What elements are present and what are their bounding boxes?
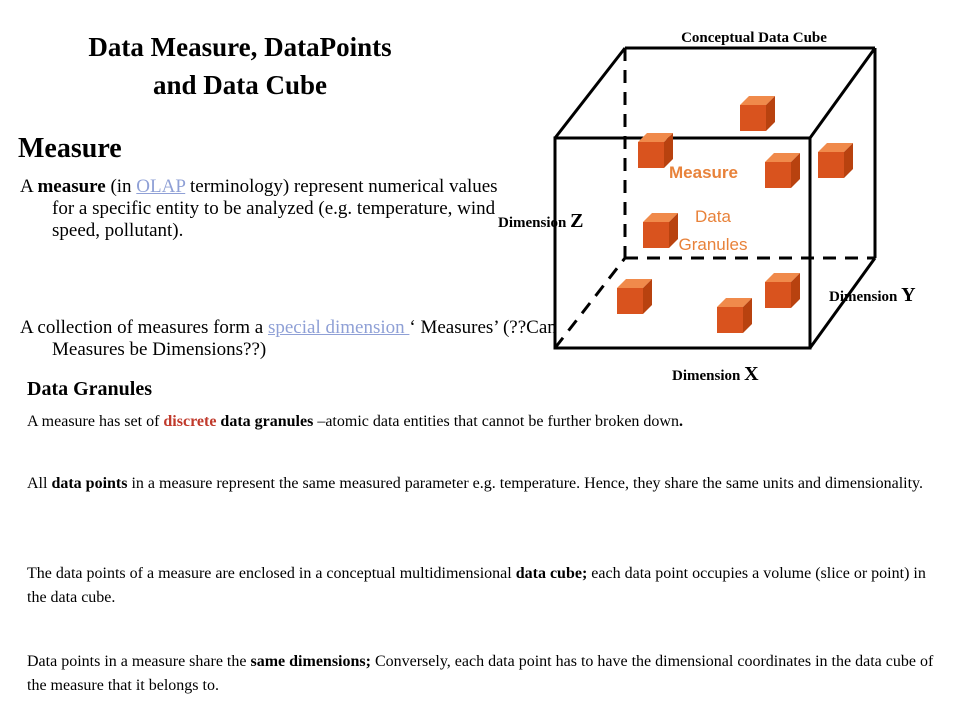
text-fragment: The data points of a measure are enclosed in a conceptual multidimensional bbox=[27, 565, 516, 582]
measure-heading: Measure bbox=[18, 133, 122, 164]
granule-block bbox=[638, 133, 673, 168]
special-dimension-link[interactable]: special dimension bbox=[267, 317, 410, 338]
bold-term-data-cube: data cube; bbox=[515, 565, 588, 582]
text-fragment: Conversely, each data point has to have the dimensional coordinates in the data cube of the measure that it belongs to. bbox=[27, 653, 934, 694]
cube-bottom-left-edge-hidden bbox=[555, 258, 625, 348]
text-fragment: terminology) represent numerical values for a specific entity to be analyzed (e.g. temperature, wind speed, pollutant). bbox=[52, 176, 498, 241]
text-fragment: A collection of measures form a bbox=[20, 317, 268, 338]
granule-block bbox=[765, 153, 800, 188]
text-fragment: in a measure represent the same measured parameter e.g. temperature. Hence, they share the same units and dimensionality. bbox=[127, 475, 924, 492]
cube-title: Conceptual Data Cube bbox=[681, 30, 827, 46]
text-fragment: (in bbox=[105, 176, 137, 197]
granule-block bbox=[717, 298, 752, 333]
data-granules-heading: Data Granules bbox=[27, 378, 152, 400]
text-fragment: –atomic data entities that cannot be further broken down bbox=[313, 413, 679, 430]
title-line-1: Data Measure, DataPoints bbox=[88, 32, 392, 62]
granule-block bbox=[765, 273, 800, 308]
data-granules-label-line-2: Granules bbox=[678, 235, 748, 254]
granule-block bbox=[818, 143, 853, 178]
text-fragment: each data point occupies a volume (slice or point) in the data cube. bbox=[27, 565, 926, 606]
text-fragment: . bbox=[678, 413, 683, 430]
text-fragment: A bbox=[20, 176, 38, 197]
text-fragment: Data points in a measure share the bbox=[27, 653, 251, 670]
granule-block bbox=[617, 279, 652, 314]
text-fragment: A measure has set of bbox=[27, 413, 164, 430]
bold-term-data-granules: data granules bbox=[220, 413, 314, 430]
dimension-y-label: Dimension Y bbox=[829, 284, 916, 306]
title-line-2: and Data Cube bbox=[152, 70, 328, 100]
granule-block bbox=[643, 213, 678, 248]
granules-paragraph-1 bbox=[27, 410, 937, 434]
olap-link[interactable]: OLAP bbox=[136, 176, 186, 197]
highlight-discrete: discrete bbox=[163, 413, 217, 430]
bold-term-data-points: data points bbox=[51, 475, 128, 492]
text-fragment: ‘ Measures’ (??Can Measures be Dimensions??) bbox=[52, 317, 557, 360]
granules-paragraph-4 bbox=[27, 650, 937, 698]
granule-block bbox=[740, 96, 775, 131]
text-fragment: All bbox=[27, 475, 52, 492]
dimension-x-label: Dimension X bbox=[672, 363, 759, 385]
bold-term-measure: measure bbox=[37, 176, 106, 197]
data-granules-label-line-1: Data bbox=[695, 207, 731, 226]
granules-paragraph-2 bbox=[27, 472, 937, 496]
dimension-z-label: Dimension Z bbox=[498, 210, 584, 232]
bold-term-same-dimensions: same dimensions; bbox=[250, 653, 371, 670]
cube-top-left-edge bbox=[555, 48, 625, 138]
granules-paragraph-3 bbox=[27, 562, 937, 610]
cube-top-right-edge bbox=[810, 48, 875, 138]
measure-label: Measure bbox=[669, 163, 738, 182]
granule-blocks bbox=[617, 96, 853, 333]
